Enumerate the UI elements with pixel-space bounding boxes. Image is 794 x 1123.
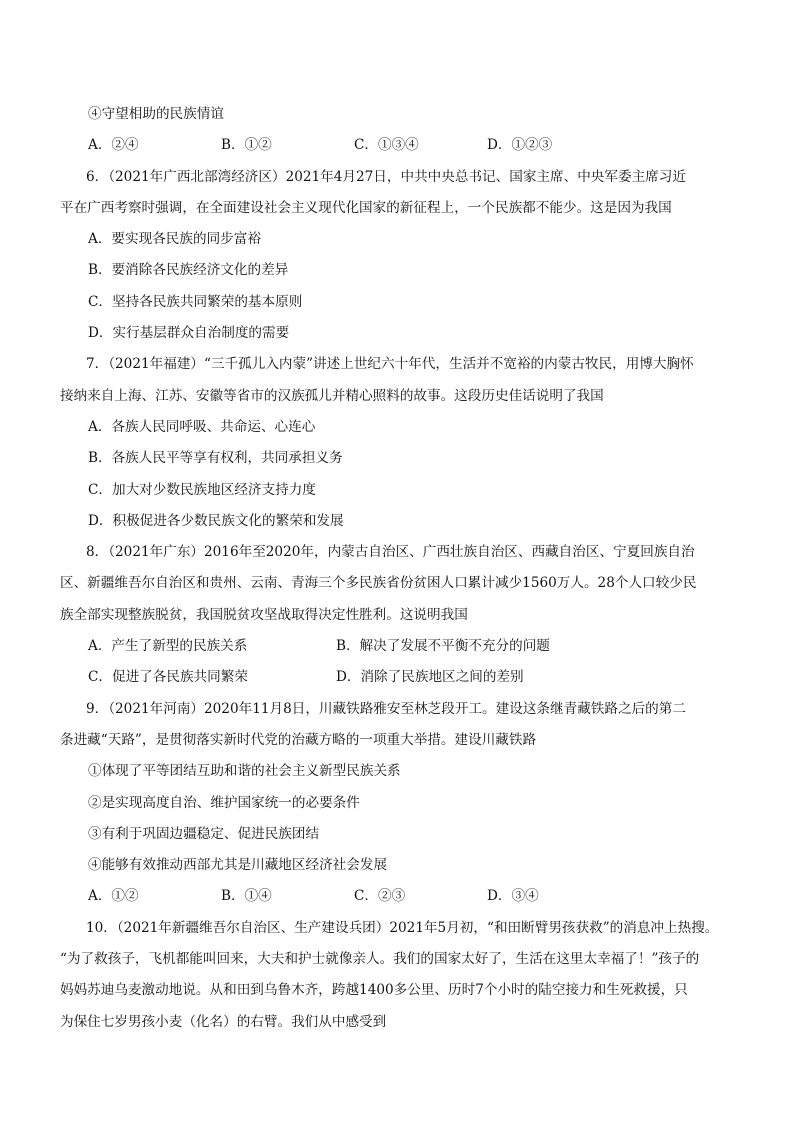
q10-line-1: 10．（2021年新疆维吾尔自治区、生产建设兵团）2021年5月初，“和田断臂男孩获救”的消息冲上热搜。 bbox=[86, 919, 719, 936]
question-6 bbox=[60, 162, 718, 350]
q6-option-b: B．要消除各民族经济文化的差异 bbox=[88, 262, 289, 279]
page-content bbox=[60, 99, 719, 1038]
q7-option-d: D．积极促进各少数民族文化的繁荣和发展 bbox=[88, 512, 344, 529]
options-row-prev bbox=[88, 130, 718, 161]
question-7 bbox=[60, 349, 718, 537]
q10-line-2: “为了救孩子，飞机都能叫回来，大夫和护士就像亲人。我们的国家太好了，生活在这里太幸福了！”孩子的 bbox=[60, 951, 700, 968]
option-c: C．①③④ bbox=[354, 137, 419, 154]
q8-option-c: C．促进了各民族共同繁荣 bbox=[88, 669, 248, 686]
q8-options-row-2 bbox=[88, 662, 718, 693]
q9-option-c: C．②③ bbox=[354, 888, 406, 905]
statement-4: ④守望相助的民族情谊 bbox=[88, 106, 224, 122]
q8-options-row-1 bbox=[88, 631, 718, 662]
q8-line-1: 8．（2021年广东）2016年至2020年，内蒙古自治区、广西壮族自治区、西藏自治区、宁夏回族自治 bbox=[86, 544, 695, 561]
q9-statement-1: ①体现了平等团结互助和谐的社会主义新型民族关系 bbox=[88, 763, 401, 780]
q10-line-3: 妈妈苏迪乌麦激动地说。从和田到乌鲁木齐，跨越1400多公里、历时7个小时的陆空接力和生死救援，只 bbox=[60, 982, 688, 999]
q7-option-c: C．加大对少数民族地区经济支持力度 bbox=[88, 481, 316, 498]
option-d: D．①②③ bbox=[487, 137, 553, 154]
q8-option-a: A．产生了新型的民族关系 bbox=[88, 638, 248, 655]
q6-option-a: A．要实现各民族的同步富裕 bbox=[88, 231, 261, 248]
q7-line-2: 接纳来自上海、江苏、安徽等省市的汉族孤儿并精心照料的故事。这段历史佳话说明了我国 bbox=[60, 387, 604, 404]
q9-statement-2: ②是实现高度自治、维护国家统一的必要条件 bbox=[88, 794, 360, 811]
q8-line-2: 区、新疆维吾尔自治区和贵州、云南、青海三个多民族省份贫困人口累计减少1560万人。28个人口较少民 bbox=[60, 575, 697, 592]
question-9 bbox=[60, 694, 718, 913]
q7-option-a: A．各族人民同呼吸、共命运、心连心 bbox=[88, 418, 316, 435]
option-a: A．②④ bbox=[88, 137, 139, 154]
q10-line-4: 为保住七岁男孩小麦（化名）的右臂。我们从中感受到 bbox=[60, 1013, 387, 1030]
q9-line-1: 9．（2021年河南）2020年11月8日，川藏铁路雅安至林芝段开工。建设这条继青藏铁路之后的第二 bbox=[86, 700, 686, 717]
q8-line-3: 族全部实现整族脱贫，我国脱贫攻坚战取得决定性胜利。这说明我国 bbox=[60, 606, 468, 623]
q6-option-d: D．实行基层群众自治制度的需要 bbox=[88, 325, 290, 342]
q6-line-2: 平在广西考察时强调，在全面建设社会主义现代化国家的新征程上，一个民族都不能少。这是因为我国 bbox=[60, 199, 672, 216]
q7-line-1: 7．（2021年福建）“三千孤儿入内蒙”讲述上世纪六十年代，生活并不宽裕的内蒙古牧民，用博大胸怀 bbox=[86, 356, 694, 373]
q9-option-b: B．①④ bbox=[221, 888, 272, 905]
q7-option-b: B．各族人民平等享有权利，共同承担义务 bbox=[88, 450, 343, 467]
q6-line-1: 6．（2021年广西北部湾经济区）2021年4月27日，中共中央总书记、国家主席、中央军委主席习近 bbox=[86, 168, 686, 185]
q9-option-d: D．③④ bbox=[487, 888, 539, 905]
q9-option-a: A．①② bbox=[88, 888, 139, 905]
option-b: B．①② bbox=[221, 137, 272, 154]
q8-option-b: B．解决了发展不平衡不充分的问题 bbox=[336, 638, 550, 655]
q9-options-row bbox=[88, 881, 718, 912]
q9-line-2: 条进藏“天路”，是贯彻落实新时代党的治藏方略的一项重大举措。建设川藏铁路 bbox=[60, 731, 537, 748]
q6-option-c: C．坚持各民族共同繁荣的基本原则 bbox=[88, 293, 303, 310]
question-10 bbox=[60, 913, 719, 1038]
question-8 bbox=[60, 537, 718, 693]
q9-statement-3: ③有利于巩固边疆稳定、促进民族团结 bbox=[88, 825, 320, 842]
q9-statement-4: ④能够有效推动西部尤其是川藏地区经济社会发展 bbox=[88, 857, 388, 874]
q8-option-d: D．消除了民族地区之间的差别 bbox=[336, 669, 524, 686]
